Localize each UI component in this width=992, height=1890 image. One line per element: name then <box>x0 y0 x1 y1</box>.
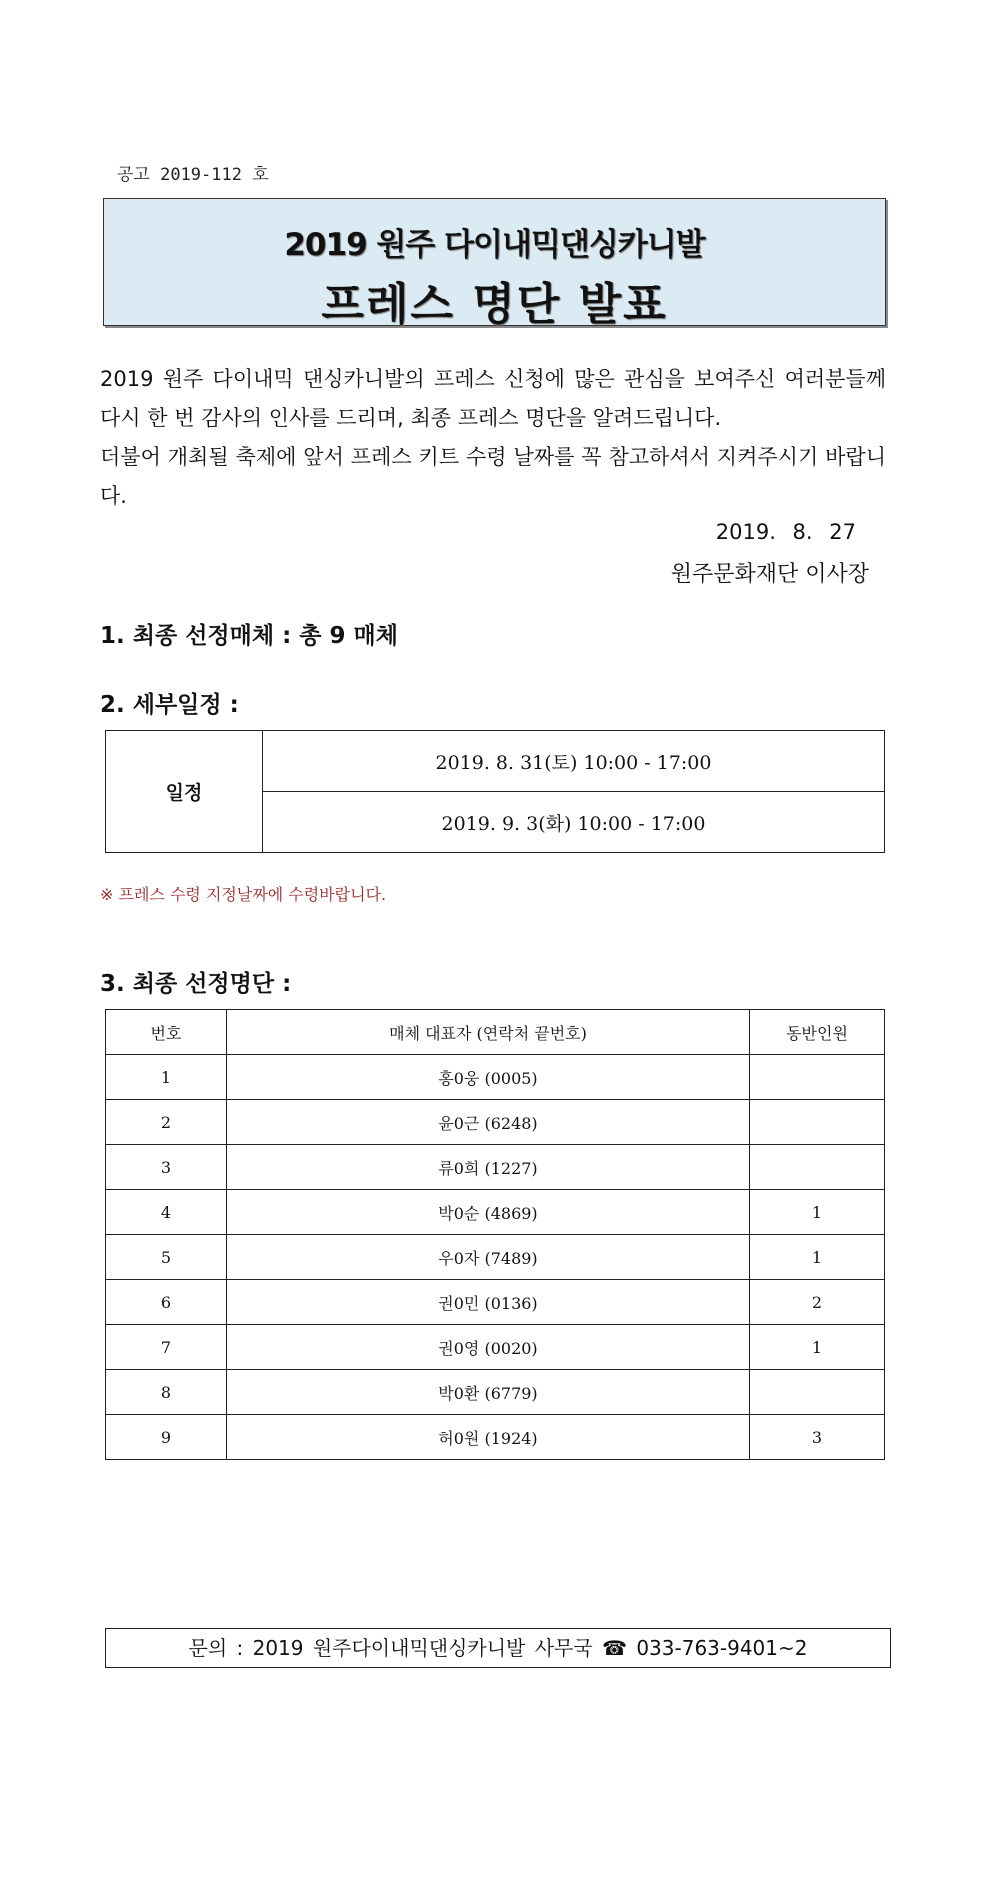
table-row <box>106 1145 885 1190</box>
row-representative: 박0순 (4869) <box>227 1190 750 1235</box>
row-companions: 1 <box>750 1235 885 1280</box>
row-representative: 허0원 (1924) <box>227 1415 750 1460</box>
issue-date: 2019. 8. 27 <box>715 520 856 544</box>
table-row <box>106 1235 885 1280</box>
table-row <box>106 1370 885 1415</box>
schedule-table <box>105 730 885 853</box>
schedule-label: 일정 <box>106 731 263 853</box>
schedule-date-1: 2019. 8. 31(토) 10:00 - 17:00 <box>263 731 885 792</box>
row-representative: 권0민 (0136) <box>227 1280 750 1325</box>
row-number: 3 <box>106 1145 227 1190</box>
row-companions <box>750 1145 885 1190</box>
contact-footer <box>105 1628 891 1668</box>
schedule-date-2: 2019. 9. 3(화) 10:00 - 17:00 <box>263 792 885 853</box>
table-row <box>106 1055 885 1100</box>
row-number: 8 <box>106 1370 227 1415</box>
intro-paragraph-2: 더불어 개최될 축제에 앞서 프레스 키트 수령 날짜를 꼭 참고하셔서 지켜주시기 바랍니다. <box>100 445 886 508</box>
table-row <box>106 1280 885 1325</box>
section-3-heading: 3. 최종 선정명단 : <box>100 971 292 997</box>
roster-header-row <box>106 1010 885 1055</box>
row-companions <box>750 1370 885 1415</box>
row-representative: 류0희 (1227) <box>227 1145 750 1190</box>
row-representative: 우0자 (7489) <box>227 1235 750 1280</box>
roster-table <box>105 1009 885 1460</box>
row-companions: 3 <box>750 1415 885 1460</box>
row-companions <box>750 1100 885 1145</box>
intro-text <box>100 360 886 516</box>
title-line-1: 2019 원주 다이내믹댄싱카니발 <box>284 227 705 263</box>
table-row <box>106 1325 885 1370</box>
pickup-note: ※ 프레스 수령 지정날짜에 수령바랍니다. <box>100 885 387 904</box>
row-number: 1 <box>106 1055 227 1100</box>
row-representative: 권0영 (0020) <box>227 1325 750 1370</box>
row-representative: 홍0웅 (0005) <box>227 1055 750 1100</box>
table-row <box>106 1190 885 1235</box>
notice-number: 공고 2019-112 호 <box>117 165 269 185</box>
header-number: 번호 <box>106 1010 227 1055</box>
row-number: 9 <box>106 1415 227 1460</box>
row-number: 7 <box>106 1325 227 1370</box>
signer: 원주문화재단 이사장 <box>670 562 869 587</box>
row-companions <box>750 1055 885 1100</box>
contact-text: 문의 : 2019 원주다이내믹댄싱카니발 사무국 <box>188 1636 593 1660</box>
section-2-heading: 2. 세부일정 : <box>100 692 239 718</box>
row-number: 6 <box>106 1280 227 1325</box>
intro-paragraph-1: 2019 원주 다이내믹 댄싱카니발의 프레스 신청에 많은 관심을 보여주신 여러분들께 다시 한 번 감사의 인사를 드리며, 최종 프레스 명단을 알려드립니다. <box>100 367 886 430</box>
schedule-row <box>106 731 885 792</box>
row-companions: 1 <box>750 1190 885 1235</box>
row-number: 2 <box>106 1100 227 1145</box>
header-representative: 매체 대표자 (연락처 끝번호) <box>227 1010 750 1055</box>
row-number: 5 <box>106 1235 227 1280</box>
table-row <box>106 1415 885 1460</box>
header-companions: 동반인원 <box>750 1010 885 1055</box>
contact-phone: 033-763-9401~2 <box>636 1636 808 1660</box>
table-row <box>106 1100 885 1145</box>
row-number: 4 <box>106 1190 227 1235</box>
row-representative: 박0환 (6779) <box>227 1370 750 1415</box>
title-box <box>103 198 886 330</box>
row-companions: 1 <box>750 1325 885 1370</box>
row-representative: 윤0근 (6248) <box>227 1100 750 1145</box>
title-line-2: 프레스 명단 발표 <box>321 279 668 330</box>
row-companions: 2 <box>750 1280 885 1325</box>
section-1-heading: 1. 최종 선정매체 : 총 9 매체 <box>100 623 398 649</box>
phone-icon: ☎ <box>602 1636 627 1660</box>
